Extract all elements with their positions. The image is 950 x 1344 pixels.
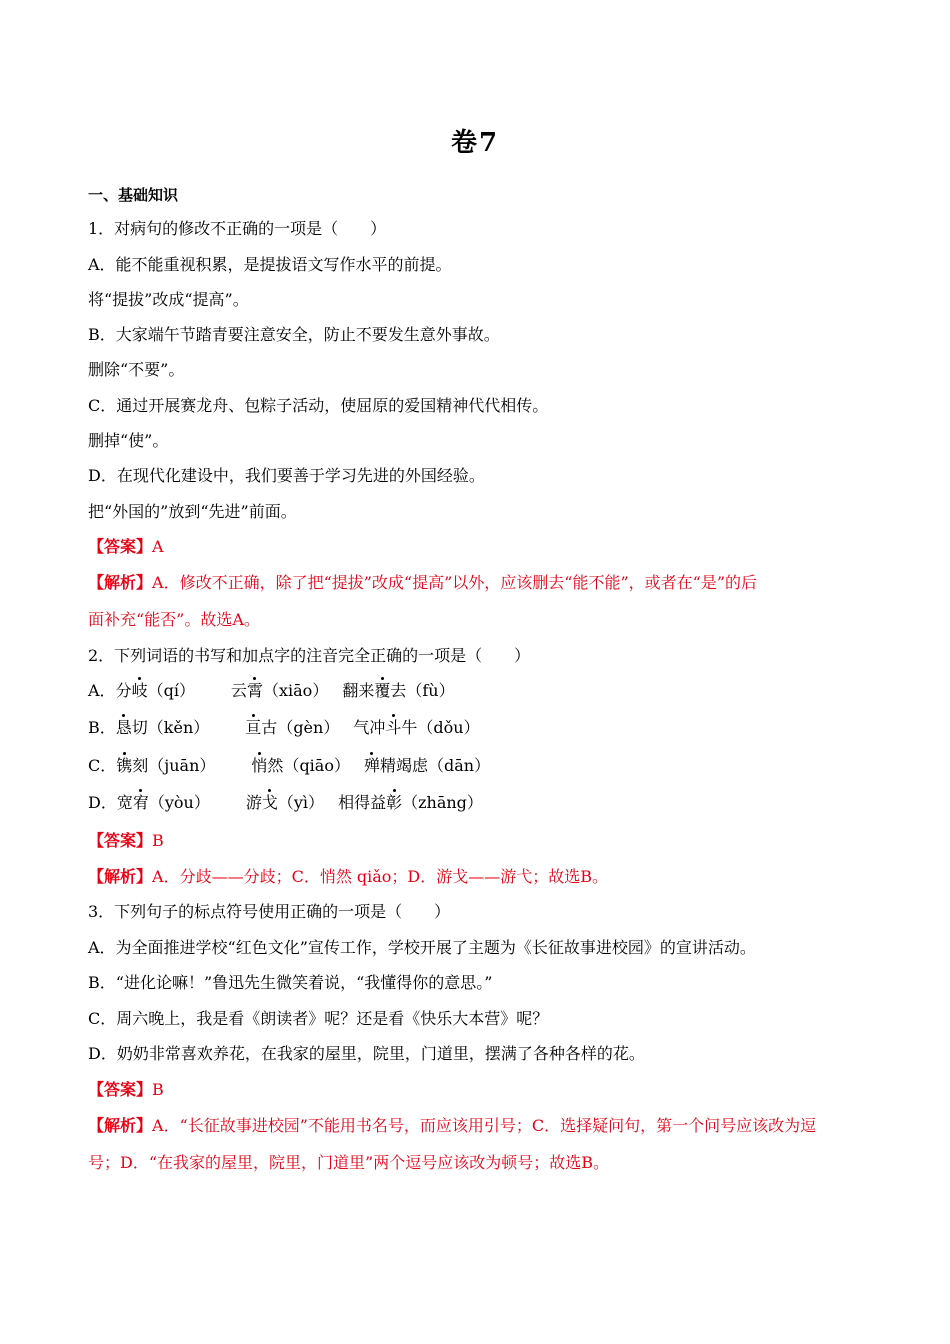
q1-stem: 1．对病句的修改不正确的一项是（ ） [88,219,387,238]
page-title: 卷7 [450,128,500,158]
q3-option-d: D．奶奶非常喜欢养花，在我家的屋里，院里，门道里，摆满了各种各样的花。 [88,1044,645,1063]
q3-option-c: C．周六晚上，我是看《朗读者》呢？还是看《快乐大本营》呢？ [88,1009,549,1028]
word-text: 刻 [132,756,149,775]
section-heading: 一、基础知识 [88,186,179,204]
analysis-text: A．“长征故事进校园”不能用书名号，而应该用引号；C．选择疑问句，第一个问号应该改为逗 [152,1116,817,1135]
q1-option-b-fix: 删除“不要”。 [88,360,185,379]
option-label: B． [88,718,116,737]
answer-value: A [152,537,164,556]
q1-analysis-line2: 面补充“能否”。故选A。 [88,610,260,629]
q3-analysis-line1 [88,1116,816,1136]
pinyin: （yòu） [148,793,210,812]
q1-option-d: D．在现代化建设中，我们要善于学习先进的外国经验。 [88,466,485,485]
word-text: 分 [115,681,132,700]
analysis-text: A．分歧——分歧；C．悄然 qiǎo；D．游戈——游弋；故选B。 [152,867,609,886]
q2-analysis-line1 [88,867,608,887]
option-label: C． [88,756,117,775]
dotted-char: 镌 [116,756,133,775]
analysis-tag: 【解析】 [88,1116,153,1135]
q2-option-c [88,756,490,776]
pinyin: （xiāo） [263,681,329,700]
word-text: 然 [267,756,284,775]
word-text: 气冲 [353,718,386,737]
q2-stem: 2．下列词语的书写和加点字的注音完全正确的一项是（ ） [88,646,531,665]
q2-option-a [88,681,455,701]
pinyin: （dǒu） [417,718,480,737]
pinyin: （gèn） [277,718,340,737]
word-text: 去 [390,681,407,700]
q3-analysis-line2: 号；D．“在我家的屋里，院里，门道里”两个逗号应该改为顿号；故选B。 [88,1153,609,1172]
word-text: 牛 [401,718,418,737]
pinyin: （qí） [147,681,195,700]
answer-value: B [152,1080,164,1099]
dotted-char: 亘 [245,718,262,737]
dotted-char: 恳 [115,718,132,737]
pinyin: （dān） [428,756,491,775]
analysis-text: A．修改不正确，除了把“提拔”改成“提高”以外，应该删去“能不能”，或者在“是”的后 [152,573,758,592]
answer-value: B [152,831,164,850]
pinyin: （juān） [148,756,216,775]
pinyin: （zhāng） [402,793,483,812]
q2-option-d [88,793,483,813]
q1-option-d-fix: 把“外国的”放到“先进”前面。 [88,502,297,521]
q1-analysis-line1 [88,573,757,593]
pinyin: （kěn） [147,718,210,737]
q1-option-c: C．通过开展赛龙舟、包粽子活动，使屈原的爱国精神代代相传。 [88,396,549,415]
dotted-char: 霄 [246,681,263,700]
pinyin: （yì） [277,793,325,812]
dotted-char: 戈 [261,793,278,812]
analysis-tag: 【解析】 [88,573,153,592]
word-text: 古 [261,718,278,737]
word-text: 游 [245,793,262,812]
q1-option-a: A．能不能重视积累，是提拔语文写作水平的前提。 [88,255,452,274]
word-text: 云 [230,681,247,700]
q1-option-b: B．大家端午节踏青要注意安全，防止不要发生意外事故。 [88,325,500,344]
dotted-char: 斗 [385,718,402,737]
q1-option-c-fix: 删掉“使”。 [88,431,169,450]
q2-answer [88,831,164,851]
option-label: D． [88,793,117,812]
answer-tag: 【答案】 [88,1080,153,1099]
dotted-char: 悄 [251,756,268,775]
word-text: 切 [131,718,148,737]
word-text: 相得益 [338,793,387,812]
option-label: A． [88,681,116,700]
dotted-char: 覆 [374,681,391,700]
q2-option-b [88,718,480,738]
q3-option-b: B．“进化论嘛！”鲁迅先生微笑着说，“我懂得你的意思。” [88,973,493,992]
dotted-char: 岐 [131,681,148,700]
answer-tag: 【答案】 [88,537,153,556]
dotted-char: 彰 [386,793,403,812]
dotted-char: 宥 [132,793,149,812]
q3-option-a: A．为全面推进学校“红色文化”宣传工作，学校开展了主题为《长征故事进校园》的宣讲活动。 [88,938,756,957]
analysis-tag: 【解析】 [88,867,153,886]
pinyin: （qiāo） [283,756,350,775]
q1-option-a-fix: 将“提拔”改成“提高”。 [88,290,249,309]
answer-tag: 【答案】 [88,831,153,850]
word-text: 精竭虑 [380,756,429,775]
q3-stem: 3．下列句子的标点符号使用正确的一项是（ ） [88,902,451,921]
word-text: 翻来 [342,681,375,700]
pinyin: （fù） [406,681,455,700]
word-text: 宽 [116,793,133,812]
q1-answer [88,537,164,557]
dotted-char: 殚 [363,756,380,775]
q3-answer [88,1080,164,1100]
